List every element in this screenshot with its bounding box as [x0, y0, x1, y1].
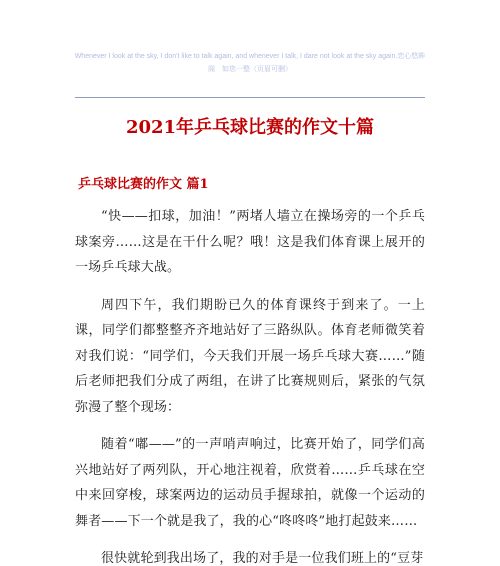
article-body — [75, 204, 425, 566]
paragraph: 很快就轮到我出场了，我的对手是一位我们班上的“豆芽 — [101, 551, 424, 566]
page-header-note — [70, 50, 430, 76]
paragraph: “快——扣球，加油！”两堵人墙立在操场旁的一个乒乓球案旁……这是在干什么呢？哦！这是我们体育课上展开的一场乒乓球大战。 — [75, 209, 425, 275]
header-note-line-1: Whenever I look at the sky, I don't like to talk again, and whenever I talk, I dare not look at the sky again.恋心悠眸 — [74, 53, 426, 60]
document-title: 2021年乒乓球比赛的作文十篇 — [125, 117, 375, 138]
paragraph: 随着“嘟——”的一声哨声响过，比赛开始了，同学们高兴地站好了两列队，开心地注视着，欣赏着……乒乓球在空中来回穿梭，球案两边的运动员手握球拍，就像一个运动的舞者——下一个就是我了，我的心“咚咚咚”地打起鼓来…… — [75, 437, 425, 529]
paragraph: 周四下午，我们期盼已久的体育课终于到来了。一上课，同学们都整整齐齐地站好了三路纵队。体育老师微笑着对我们说：“同学们，今天我们开展一场乒乓球大赛……”随后老师把我们分成了两组，在讲了比赛规则后，紧张的气氛弥漫了整个现场： — [75, 297, 425, 415]
header-note-line-2: 阁 如您一整（页眉可删） — [208, 66, 292, 73]
section-heading: 乒乓球比赛的作文 篇1 — [78, 177, 209, 192]
header-divider — [75, 97, 425, 98]
